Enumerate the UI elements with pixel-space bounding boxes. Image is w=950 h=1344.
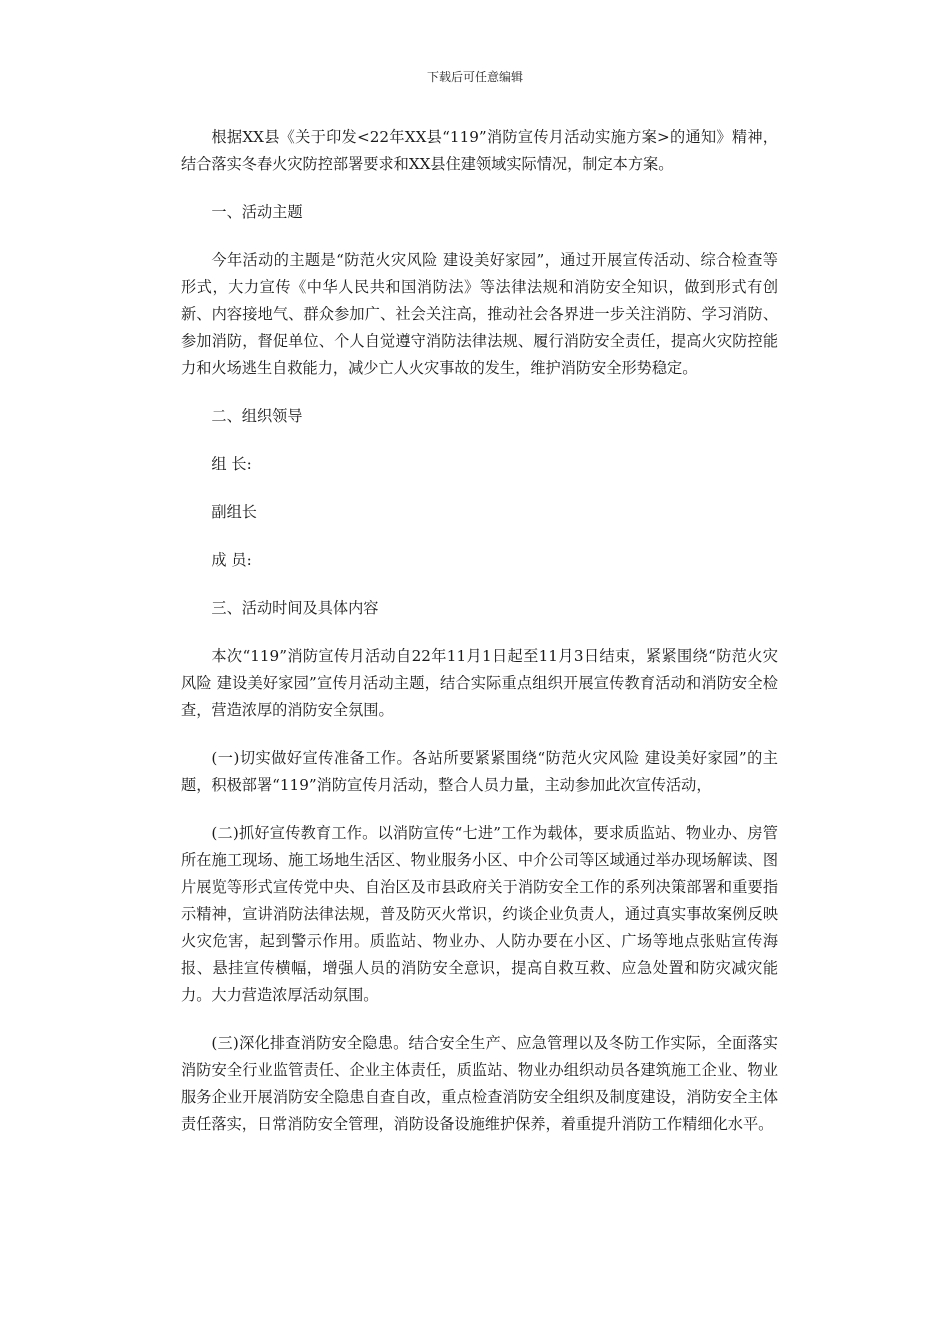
section-1-heading: 一、活动主题 (211, 203, 303, 221)
section-2-heading: 二、组织领导 (211, 407, 303, 425)
section-1-paragraph: 今年活动的主题是“防范火灾风险 建设美好家园”，通过开展宣传活动、综合检查等形式，大力宣传《中华人民共和国消防法》等法律法规和消防安全知识，做到形式有创新、内容接地气、群众参加广、社会关注高，推动社会各界进一步关注消防、学习消防、参加消防，督促单位、个人自觉遵守消防法律法规、履行消防安全责任，提高火灾防控能力和火场逃生自救能力，减少亡人火灾事故的发生，维护消防安全形势稳定。 (181, 251, 778, 377)
item-3-paragraph: (三)深化排查消防安全隐患。结合安全生产、应急管理以及冬防工作实际，全面落实消防安全行业监管责任、企业主体责任，质监站、物业办组织动员各建筑施工企业、物业服务企业开展消防安全隐患自查自改，重点检查消防安全组织及制度建设，消防安全主体责任落实，日常消防安全管理，消防设备设施维护保养，着重提升消防工作精细化水平。 (181, 1034, 778, 1133)
leader-line: 组 长: (211, 455, 252, 473)
document-body (181, 124, 778, 1138)
members-line: 成 员: (211, 551, 252, 569)
item-1-paragraph: (一)切实做好宣传准备工作。各站所要紧紧围绕“防范火灾风险 建设美好家园”的主题，积极部署“119”消防宣传月活动，整合人员力量，主动参加此次宣传活动， (181, 749, 778, 794)
deputy-leader-line: 副组长 (211, 503, 257, 521)
section-3-paragraph: 本次“119”消防宣传月活动自22年11月1日起至11月3日结束，紧紧围绕“防范火灾风险 建设美好家园”宣传月活动主题，结合实际重点组织开展宣传教育活动和消防安全检查，营造浓厚的消防安全氛围。 (181, 647, 778, 719)
header-note: 下载后可任意编辑 (426, 70, 523, 84)
section-3-heading: 三、活动时间及具体内容 (211, 599, 379, 617)
intro-paragraph: 根据XX县《关于印发<22年XX县“119”消防宣传月活动实施方案>的通知》精神，结合落实冬春火灾防控部署要求和XX县住建领域实际情况，制定本方案。 (181, 128, 778, 173)
item-2-paragraph: (二)抓好宣传教育工作。以消防宣传“七进”工作为载体，要求质监站、物业办、房管所在施工现场、施工场地生活区、物业服务小区、中介公司等区域通过举办现场解读、图片展览等形式宣传党中央、自治区及市县政府关于消防安全工作的系列决策部署和重要指示精神，宣讲消防法律法规，普及防灭火常识，约谈企业负责人，通过真实事故案例反映火灾危害，起到警示作用。质监站、物业办、人防办要在小区、广场等地点张贴宣传海报、悬挂宣传横幅，增强人员的消防安全意识，提高自救互救、应急处置和防灾减灾能力。大力营造浓厚活动氛围。 (181, 824, 778, 1004)
